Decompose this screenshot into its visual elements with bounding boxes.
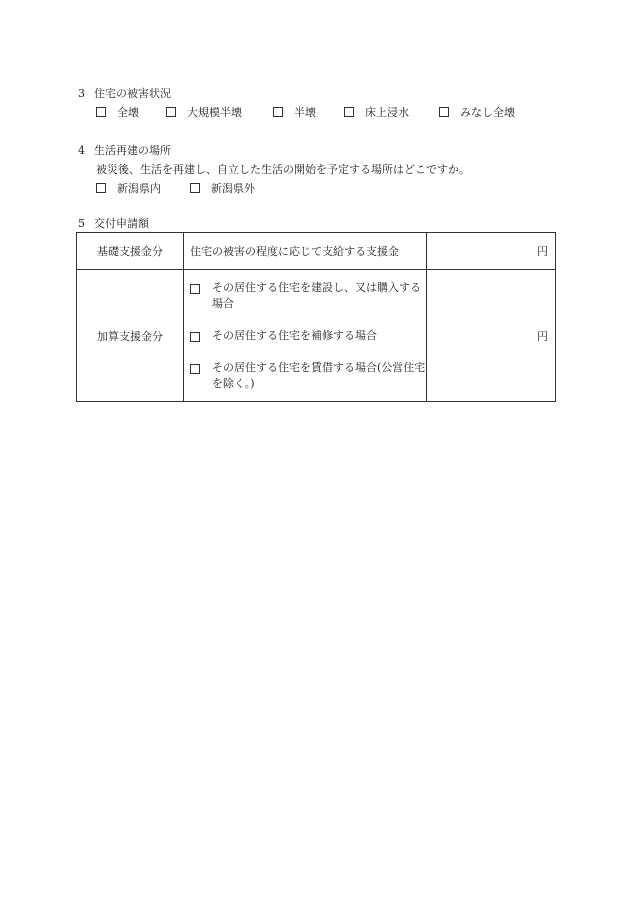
section3-heading bbox=[78, 85, 171, 101]
basic-support-amount-field[interactable] bbox=[427, 233, 556, 270]
section3-title: 住宅の被害状況 bbox=[94, 87, 171, 100]
checkbox-icon[interactable] bbox=[166, 107, 176, 117]
option-label: その居住する住宅を建設し、又は購入する場合 bbox=[212, 280, 421, 310]
section4-question: 被災後、生活を再建し、自立した生活の開始を予定する場所はどこですか。 bbox=[96, 163, 470, 176]
option-label: その居住する住宅を補修する場合 bbox=[212, 328, 377, 342]
option-label: 大規模半壊 bbox=[187, 106, 242, 119]
damage-option-large-half-collapse[interactable] bbox=[166, 104, 242, 120]
grant-application-table bbox=[76, 232, 556, 402]
section5-title: 交付申請額 bbox=[94, 217, 149, 230]
additional-support-amount-field[interactable] bbox=[427, 270, 556, 402]
damage-option-deemed-total-collapse[interactable] bbox=[439, 104, 515, 120]
basic-support-label: 基礎支援金分 bbox=[77, 233, 184, 270]
checkbox-icon[interactable] bbox=[439, 107, 449, 117]
checkbox-icon[interactable] bbox=[190, 364, 200, 374]
section4-number: 4 bbox=[78, 144, 85, 157]
damage-option-half-collapse[interactable] bbox=[273, 104, 316, 120]
option-label: 床上浸水 bbox=[365, 106, 409, 119]
section4-heading bbox=[78, 142, 171, 158]
additional-support-options bbox=[184, 270, 427, 402]
damage-option-total-collapse[interactable] bbox=[96, 104, 139, 120]
option-label: 新潟県内 bbox=[117, 182, 161, 195]
location-option-outside-niigata[interactable] bbox=[190, 180, 255, 196]
option-label: 全壊 bbox=[117, 106, 139, 119]
damage-option-floor-flooding[interactable] bbox=[344, 104, 409, 120]
basic-support-description: 住宅の被害の程度に応じて支給する支援金 bbox=[184, 233, 427, 270]
checkbox-icon[interactable] bbox=[344, 107, 354, 117]
additional-option-rent[interactable] bbox=[190, 360, 426, 392]
checkbox-icon[interactable] bbox=[96, 107, 106, 117]
table-row-additional-support bbox=[77, 270, 556, 402]
section5-number: 5 bbox=[78, 217, 85, 230]
section4-title: 生活再建の場所 bbox=[94, 144, 171, 157]
location-option-inside-niigata[interactable] bbox=[96, 180, 161, 196]
option-label: みなし全壊 bbox=[460, 106, 515, 119]
section5-heading bbox=[78, 215, 149, 231]
additional-option-repair[interactable] bbox=[190, 328, 426, 344]
yen-unit: 円 bbox=[537, 245, 548, 258]
section3-number: 3 bbox=[78, 87, 85, 100]
checkbox-icon[interactable] bbox=[273, 107, 283, 117]
table-row-basic-support bbox=[77, 233, 556, 270]
option-label: その居住する住宅を賃借する場合(公営住宅を除く。) bbox=[212, 360, 426, 390]
option-label: 新潟県外 bbox=[211, 182, 255, 195]
additional-support-label: 加算支援金分 bbox=[77, 270, 184, 402]
checkbox-icon[interactable] bbox=[190, 284, 200, 294]
option-label: 半壊 bbox=[294, 106, 316, 119]
checkbox-icon[interactable] bbox=[190, 332, 200, 342]
yen-unit: 円 bbox=[537, 329, 548, 343]
additional-option-build-or-buy[interactable] bbox=[190, 280, 426, 312]
checkbox-icon[interactable] bbox=[96, 183, 106, 193]
checkbox-icon[interactable] bbox=[190, 183, 200, 193]
